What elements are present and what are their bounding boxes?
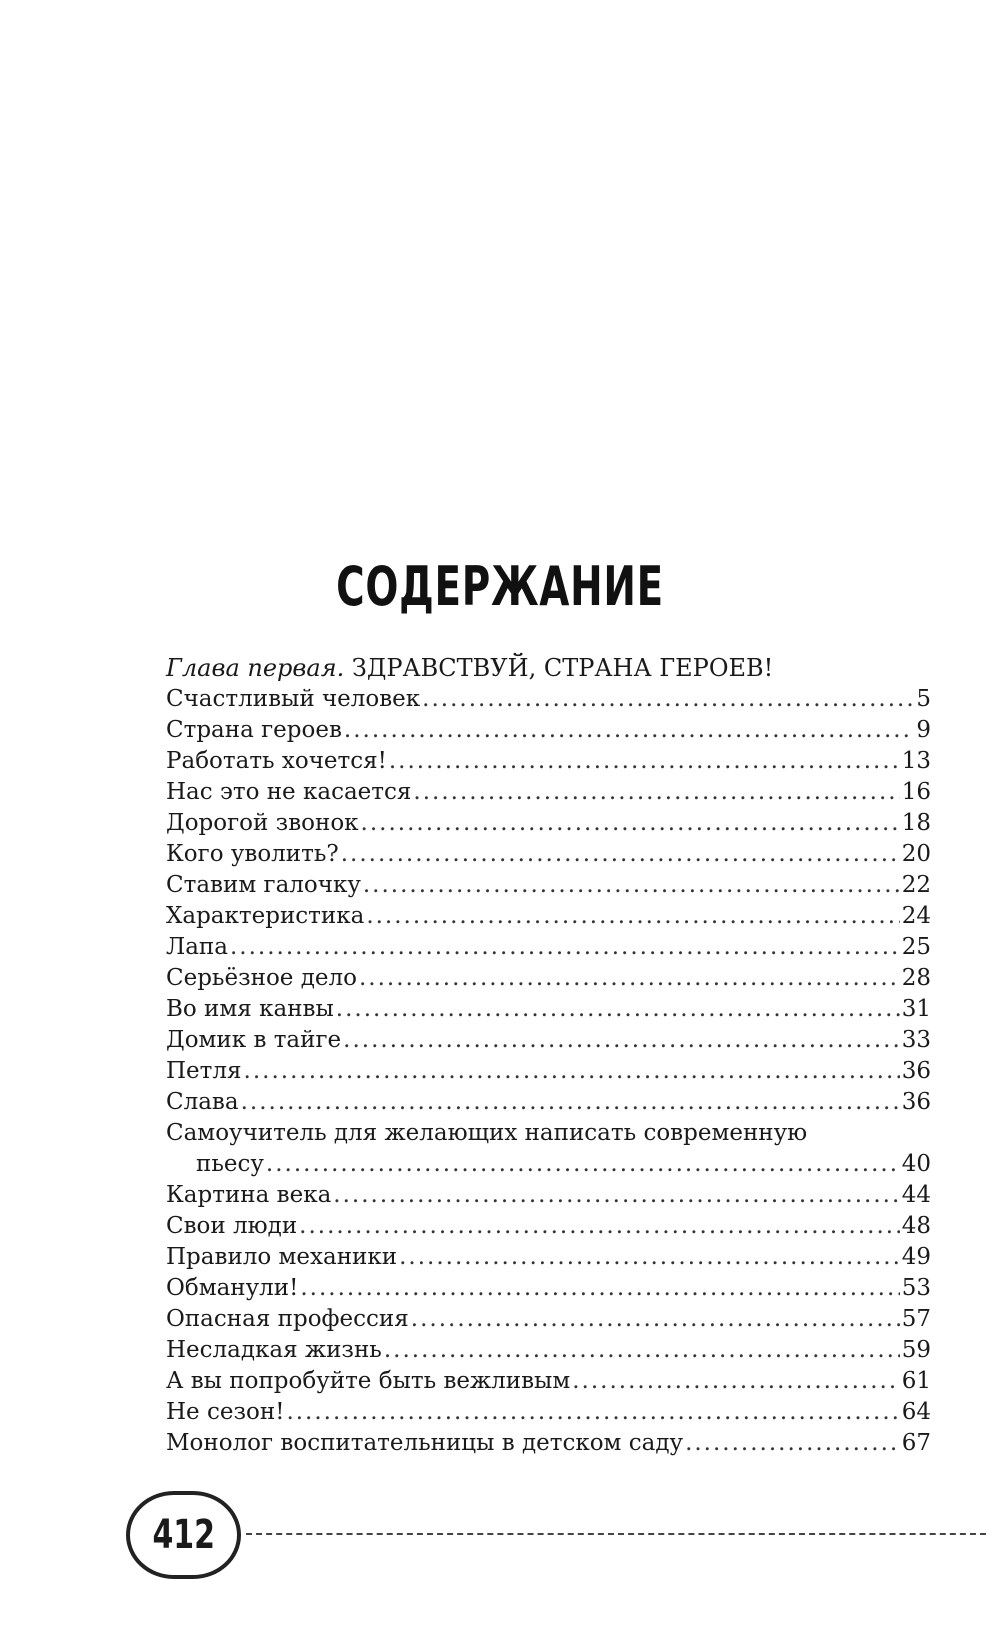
leader-dots xyxy=(363,870,900,901)
toc-entry[interactable] xyxy=(166,963,931,994)
leader-dots xyxy=(413,777,899,808)
toc-entry-title: Во имя канвы xyxy=(166,996,334,1022)
toc-entry[interactable] xyxy=(166,1025,931,1056)
leader-dots xyxy=(389,746,900,777)
toc-entry[interactable] xyxy=(166,746,931,777)
leader-dots xyxy=(572,1366,899,1397)
leader-dots xyxy=(384,1335,900,1366)
toc-entry-title: Свои люди xyxy=(166,1213,298,1239)
toc-entry[interactable] xyxy=(166,1397,931,1428)
toc-entry-title-line2: пьесу xyxy=(196,1151,264,1177)
toc-entry[interactable] xyxy=(166,684,931,715)
toc-entry-title: Нас это не касается xyxy=(166,779,412,805)
page-number-badge xyxy=(126,1491,241,1579)
toc-entry[interactable] xyxy=(166,1211,931,1242)
toc-entry-title: Серьёзное дело xyxy=(166,965,357,991)
leader-dots xyxy=(411,1304,900,1335)
toc-entry-page: 67 xyxy=(901,1430,931,1456)
leader-dots xyxy=(286,1397,899,1428)
chapter-heading xyxy=(166,652,931,684)
leader-dots xyxy=(399,1242,900,1273)
toc-entry-page: 25 xyxy=(901,934,931,960)
toc-entry-title: Лапа xyxy=(166,934,228,960)
page-title: СОДЕРЖАНИЕ xyxy=(336,555,664,618)
leader-dots xyxy=(343,1025,900,1056)
table-of-contents xyxy=(166,652,931,1459)
toc-entry-page: 40 xyxy=(901,1151,931,1177)
toc-entry[interactable] xyxy=(166,777,931,808)
toc-entry-title: Монолог воспитательницы в детском саду xyxy=(166,1430,684,1456)
toc-entry-page: 13 xyxy=(901,748,931,774)
toc-entry-page: 9 xyxy=(916,717,931,743)
toc-entry-title: Картина века xyxy=(166,1182,332,1208)
toc-entry-page: 53 xyxy=(901,1275,931,1301)
toc-entry-title: Характеристика xyxy=(166,903,365,929)
toc-entry-page: 5 xyxy=(916,686,931,712)
chapter-name: ЗДРАВСТВУЙ, СТРАНА ГЕРОЕВ! xyxy=(351,654,774,682)
toc-entry[interactable] xyxy=(166,1180,931,1211)
toc-entry-title: Несладкая жизнь xyxy=(166,1337,382,1363)
toc-entry[interactable] xyxy=(166,808,931,839)
toc-entry-page: 31 xyxy=(901,996,931,1022)
toc-entry-page: 20 xyxy=(901,841,931,867)
toc-entry-title: Правило механики xyxy=(166,1244,398,1270)
toc-entry-page: 48 xyxy=(901,1213,931,1239)
leader-dots xyxy=(422,684,914,715)
leader-dots xyxy=(361,808,900,839)
toc-entry-page: 18 xyxy=(901,810,931,836)
toc-entry-title: Не сезон! xyxy=(166,1399,285,1425)
toc-entry[interactable] xyxy=(166,1304,931,1335)
toc-entry[interactable] xyxy=(166,715,931,746)
toc-entry[interactable] xyxy=(166,839,931,870)
toc-entry-page: 36 xyxy=(901,1089,931,1115)
toc-entry-page: 16 xyxy=(901,779,931,805)
toc-entry-page: 22 xyxy=(901,872,931,898)
leader-dots xyxy=(685,1428,900,1459)
toc-entry-page: 59 xyxy=(901,1337,931,1363)
leader-dots xyxy=(359,963,900,994)
leader-dots xyxy=(336,994,900,1025)
toc-entry-page: 49 xyxy=(901,1244,931,1270)
toc-entry-page: 28 xyxy=(901,965,931,991)
leader-dots xyxy=(366,901,899,932)
toc-entry[interactable] xyxy=(166,994,931,1025)
toc-entry-title: Домик в тайге xyxy=(166,1027,342,1053)
toc-entry-title: Кого уволить? xyxy=(166,841,339,867)
toc-entry[interactable] xyxy=(166,1242,931,1273)
toc-entry-page: 24 xyxy=(901,903,931,929)
toc-entry-title: А вы попробуйте быть вежливым xyxy=(166,1368,571,1394)
leader-dots xyxy=(300,1273,899,1304)
leader-dots xyxy=(241,1087,900,1118)
toc-entry-title: Работать хочется! xyxy=(166,748,387,774)
toc-entry-title: Ставим галочку xyxy=(166,872,361,898)
toc-entry-page: 57 xyxy=(901,1306,931,1332)
toc-entry[interactable] xyxy=(166,1273,931,1304)
toc-entry[interactable] xyxy=(166,1335,931,1366)
toc-entry-title: Дорогой звонок xyxy=(166,810,359,836)
leader-dots xyxy=(341,839,900,870)
toc-entry-page: 61 xyxy=(901,1368,931,1394)
toc-entry[interactable] xyxy=(166,1087,931,1118)
leader-dots xyxy=(333,1180,899,1211)
toc-entry-page: 64 xyxy=(901,1399,931,1425)
toc-entry-page: 36 xyxy=(901,1058,931,1084)
toc-entry-page: 44 xyxy=(901,1182,931,1208)
toc-entry[interactable] xyxy=(166,1149,931,1180)
toc-entry[interactable] xyxy=(166,901,931,932)
toc-entry[interactable] xyxy=(166,1056,931,1087)
page-number: 412 xyxy=(152,1512,215,1558)
toc-entry-title: Опасная профессия xyxy=(166,1306,409,1332)
toc-entry-title: Обманули! xyxy=(166,1275,299,1301)
toc-entry-page: 33 xyxy=(901,1027,931,1053)
toc-entry-title: Счастливый человек xyxy=(166,686,421,712)
toc-entry[interactable] xyxy=(166,1428,931,1459)
leader-dots xyxy=(244,1056,900,1087)
toc-entry[interactable] xyxy=(166,1366,931,1397)
chapter-label: Глава первая. xyxy=(166,654,345,682)
toc-entry-title: Слава xyxy=(166,1089,239,1115)
toc-entry-title-line1[interactable]: Самоучитель для желающих написать современную xyxy=(166,1120,808,1146)
toc-entry-title: Петля xyxy=(166,1058,242,1084)
toc-entry-title: Страна героев xyxy=(166,717,342,743)
leader-dots xyxy=(344,715,914,746)
leader-dots xyxy=(299,1211,900,1242)
leader-dots xyxy=(266,1149,900,1180)
toc-entry[interactable] xyxy=(166,932,931,963)
dashed-divider xyxy=(246,1533,986,1535)
leader-dots xyxy=(230,932,900,963)
toc-entry[interactable] xyxy=(166,870,931,901)
